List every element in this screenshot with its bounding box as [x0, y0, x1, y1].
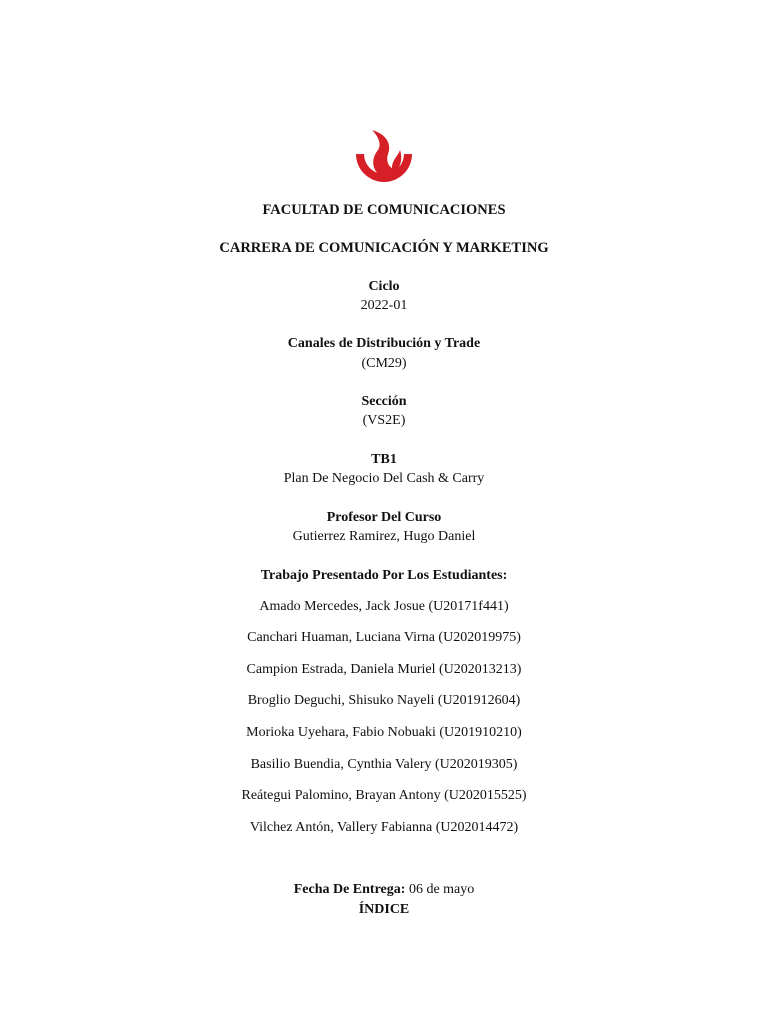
student-item: Morioka Uyehara, Fabio Nobuaki (U201910210): [246, 725, 522, 740]
student-item: Vilchez Antón, Vallery Fabianna (U202014472): [249, 820, 519, 835]
cycle-label: Ciclo: [368, 279, 400, 294]
delivery-date: 06 de mayo: [408, 882, 475, 897]
section-label: Sección: [361, 394, 407, 409]
student-item: Amado Mercedes, Jack Josue (U20171f441): [259, 599, 509, 614]
professor-label: Profesor Del Curso: [326, 510, 442, 525]
student-item: Reátegui Palomino, Brayan Antony (U202015525): [241, 788, 527, 803]
course-name: Canales de Distribución y Trade: [287, 336, 481, 351]
course-code: (CM29): [361, 356, 407, 371]
student-item: Basilio Buendia, Cynthia Valery (U202019305): [250, 757, 518, 772]
professor-name: Gutierrez Ramirez, Hugo Daniel: [292, 529, 476, 544]
students-label: Trabajo Presentado Por Los Estudiantes:: [260, 568, 508, 583]
delivery-label: Fecha De Entrega:: [293, 882, 406, 897]
student-item: Campion Estrada, Daniela Muriel (U202013213): [246, 662, 522, 677]
assignment-label: TB1: [371, 452, 397, 467]
university-logo-icon: [348, 124, 420, 194]
index-heading: ÍNDICE: [358, 902, 410, 917]
faculty-title: FACULTAD DE COMUNICACIONES: [262, 202, 506, 218]
student-item: Canchari Huaman, Luciana Virna (U202019975): [247, 630, 521, 645]
cycle-value: 2022-01: [360, 298, 408, 313]
delivery-line: [0, 881, 768, 899]
assignment-title: Plan De Negocio Del Cash & Carry: [283, 471, 485, 486]
section-value: (VS2E): [362, 413, 406, 428]
student-item: Broglio Deguchi, Shisuko Nayeli (U201912604): [247, 693, 521, 708]
career-title: CARRERA DE COMUNICACIÓN Y MARKETING: [219, 240, 549, 256]
